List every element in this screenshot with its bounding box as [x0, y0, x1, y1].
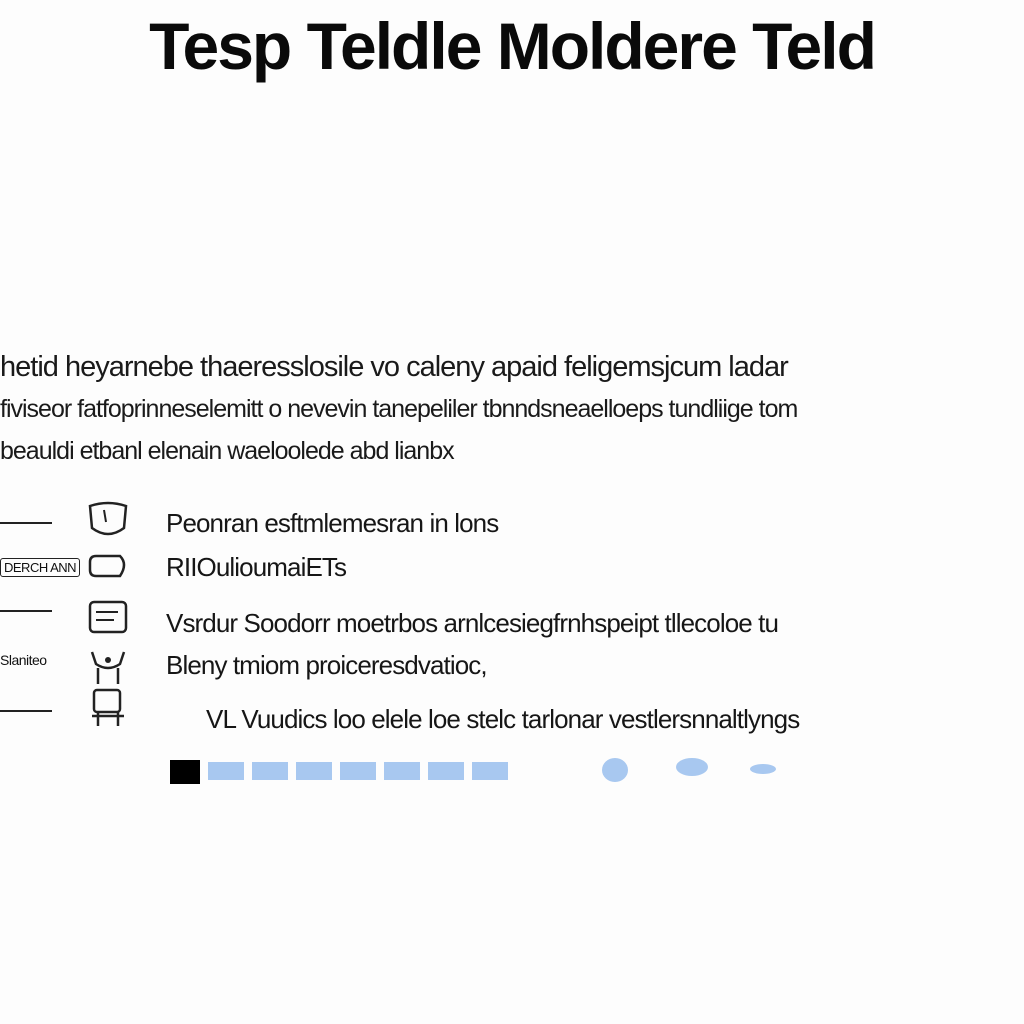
progress-dot — [602, 758, 628, 782]
progress-start-marker — [170, 760, 200, 784]
document-icon — [84, 596, 132, 640]
page-title: Tesp Teldle Moldere Teld — [149, 9, 875, 83]
list-item[interactable] — [0, 600, 1024, 646]
intro-line: fiviseor fatfoprinneselemitt o nevevin tanepeliler tbnndsneaelloeps tundliige tom — [0, 395, 798, 423]
progress-segment — [208, 762, 244, 780]
tag-icon — [84, 546, 132, 590]
progress-segment — [384, 762, 420, 780]
list-item[interactable] — [0, 544, 1024, 590]
progress-segment — [340, 762, 376, 780]
divider — [0, 610, 52, 612]
progress-dot — [676, 758, 708, 776]
robot-icon — [84, 646, 132, 690]
cup-icon — [84, 500, 132, 544]
list-item-text: RIIOulioumaiETs — [166, 552, 347, 582]
divider — [0, 522, 52, 524]
settings-figure-icon — [84, 686, 132, 730]
list-item[interactable] — [0, 642, 1024, 688]
side-label: DERCH ANN — [0, 558, 80, 577]
list-item[interactable] — [0, 696, 1024, 742]
side-label: Slaniteo — [0, 652, 47, 668]
progress-dot — [750, 764, 776, 774]
divider — [0, 710, 52, 712]
progress-segment — [472, 762, 508, 780]
intro-line: beauldi etbanl elenain waeloolede abd lianbx — [0, 437, 454, 465]
intro-line: hetid heyarnebe thaeresslosile vo caleny apaid feligemsjcum ladar — [0, 351, 788, 383]
progress-segment — [252, 762, 288, 780]
intro-paragraph — [0, 346, 1024, 472]
progress-segment — [296, 762, 332, 780]
list-item-text: Bleny tmiom proiceresdvatioc, — [166, 650, 487, 680]
list-item-text: Vsrdur Soodorr moetrbos arnlcesiegfrnhspeipt tllecoloe tu — [166, 608, 779, 638]
list-item-text: Peonran esftmlemesran in lons — [166, 508, 499, 538]
list-item[interactable] — [0, 500, 1024, 546]
progress-bar — [170, 758, 790, 786]
progress-segment — [428, 762, 464, 780]
list-item-text: VL Vuudics loo elele loe stelc tarlonar vestlersnnaltlyngs — [206, 704, 800, 734]
